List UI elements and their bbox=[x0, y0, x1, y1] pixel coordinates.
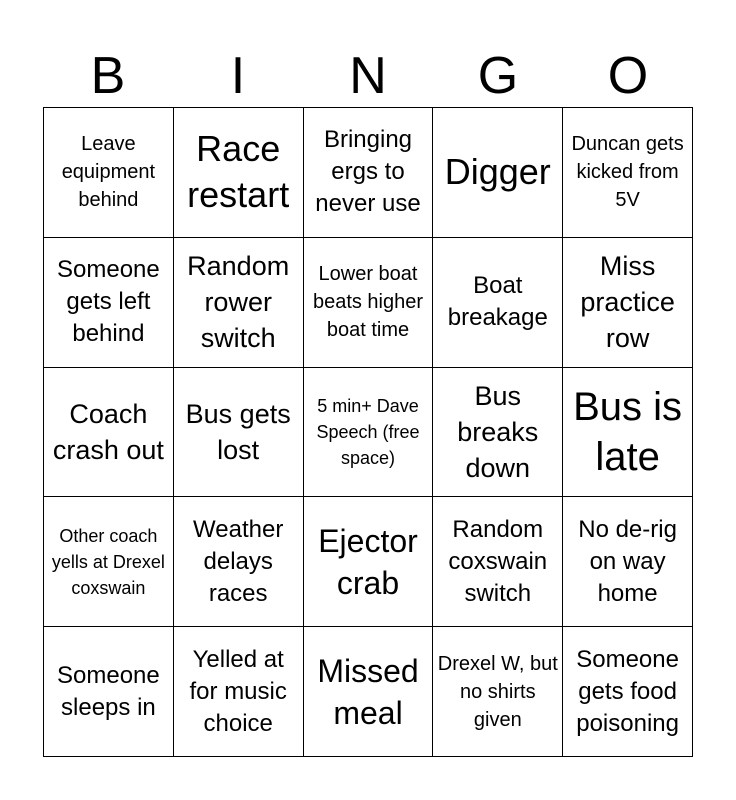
cell-label: Ejector crab bbox=[318, 522, 418, 601]
cell-label: Coach crash out bbox=[52, 398, 164, 465]
cell-label: Yelled at for music choice bbox=[189, 645, 287, 737]
bingo-cell-r0-c3[interactable] bbox=[433, 108, 563, 238]
cell-label: Someone gets left behind bbox=[57, 256, 160, 348]
bingo-cell-r4-c0[interactable] bbox=[44, 627, 174, 757]
header-letter-i: I bbox=[230, 47, 246, 105]
header-letter-b: B bbox=[90, 47, 126, 105]
cell-label: Someone sleeps in bbox=[57, 661, 160, 721]
bingo-cell-r1-c2[interactable] bbox=[304, 238, 434, 368]
cell-label: Leave equipment behind bbox=[61, 133, 156, 212]
bingo-cell-r4-c3[interactable] bbox=[433, 627, 563, 757]
cell-label: Boat breakage bbox=[447, 272, 548, 332]
cell-label: Bringing ergs to never use bbox=[315, 126, 421, 218]
header-letter-g: G bbox=[477, 47, 519, 105]
bingo-cell-r1-c0[interactable] bbox=[44, 238, 174, 368]
cell-label: Miss practice row bbox=[580, 251, 675, 354]
bingo-cell-r2-c1[interactable] bbox=[174, 368, 304, 498]
cell-label: Race restart bbox=[187, 128, 290, 216]
cell-label: Bus breaks down bbox=[457, 380, 539, 483]
bingo-cell-r1-c3[interactable] bbox=[433, 238, 563, 368]
header-letter-n: N bbox=[349, 47, 387, 105]
bingo-cell-r4-c2[interactable] bbox=[304, 627, 434, 757]
bingo-cell-r0-c1[interactable] bbox=[174, 108, 304, 238]
cell-label: Random coxswain switch bbox=[448, 515, 548, 607]
bingo-cell-r2-c3[interactable] bbox=[433, 368, 563, 498]
bingo-cell-r3-c4[interactable] bbox=[563, 497, 693, 627]
cell-label: Weather delays races bbox=[193, 515, 284, 607]
cell-label: Missed meal bbox=[317, 652, 419, 731]
cell-label: Drexel W, but no shirts given bbox=[437, 652, 558, 731]
bingo-cell-r0-c2[interactable] bbox=[304, 108, 434, 238]
bingo-cell-r1-c4[interactable] bbox=[563, 238, 693, 368]
bingo-cell-r0-c0[interactable] bbox=[44, 108, 174, 238]
cell-label: Digger bbox=[444, 151, 551, 193]
cell-label: Other coach yells at Drexel coxswain bbox=[51, 525, 165, 598]
bingo-cell-r2-c2-free-space[interactable] bbox=[304, 368, 434, 498]
bingo-cell-r1-c1[interactable] bbox=[174, 238, 304, 368]
cell-label: Lower boat beats higher boat time bbox=[312, 263, 424, 342]
cell-label: 5 min+ Dave Speech (free space) bbox=[316, 395, 420, 468]
bingo-cell-r3-c1[interactable] bbox=[174, 497, 304, 627]
bingo-cell-r3-c2[interactable] bbox=[304, 497, 434, 627]
cell-label: Random rower switch bbox=[187, 251, 290, 354]
header-letter-o: O bbox=[607, 47, 649, 105]
cell-label: Duncan gets kicked from 5V bbox=[571, 133, 684, 212]
bingo-grid bbox=[43, 107, 693, 757]
bingo-cell-r3-c3[interactable] bbox=[433, 497, 563, 627]
bingo-header bbox=[43, 48, 693, 104]
cell-label: No de-rig on way home bbox=[578, 515, 677, 607]
bingo-cell-r2-c4[interactable] bbox=[563, 368, 693, 498]
cell-label: Bus is late bbox=[573, 384, 683, 479]
bingo-cell-r3-c0[interactable] bbox=[44, 497, 174, 627]
bingo-cell-r2-c0[interactable] bbox=[44, 368, 174, 498]
cell-label: Someone gets food poisoning bbox=[576, 645, 679, 737]
bingo-cell-r0-c4[interactable] bbox=[563, 108, 693, 238]
bingo-cell-r4-c4[interactable] bbox=[563, 627, 693, 757]
cell-label: Bus gets lost bbox=[185, 398, 291, 465]
bingo-cell-r4-c1[interactable] bbox=[174, 627, 304, 757]
